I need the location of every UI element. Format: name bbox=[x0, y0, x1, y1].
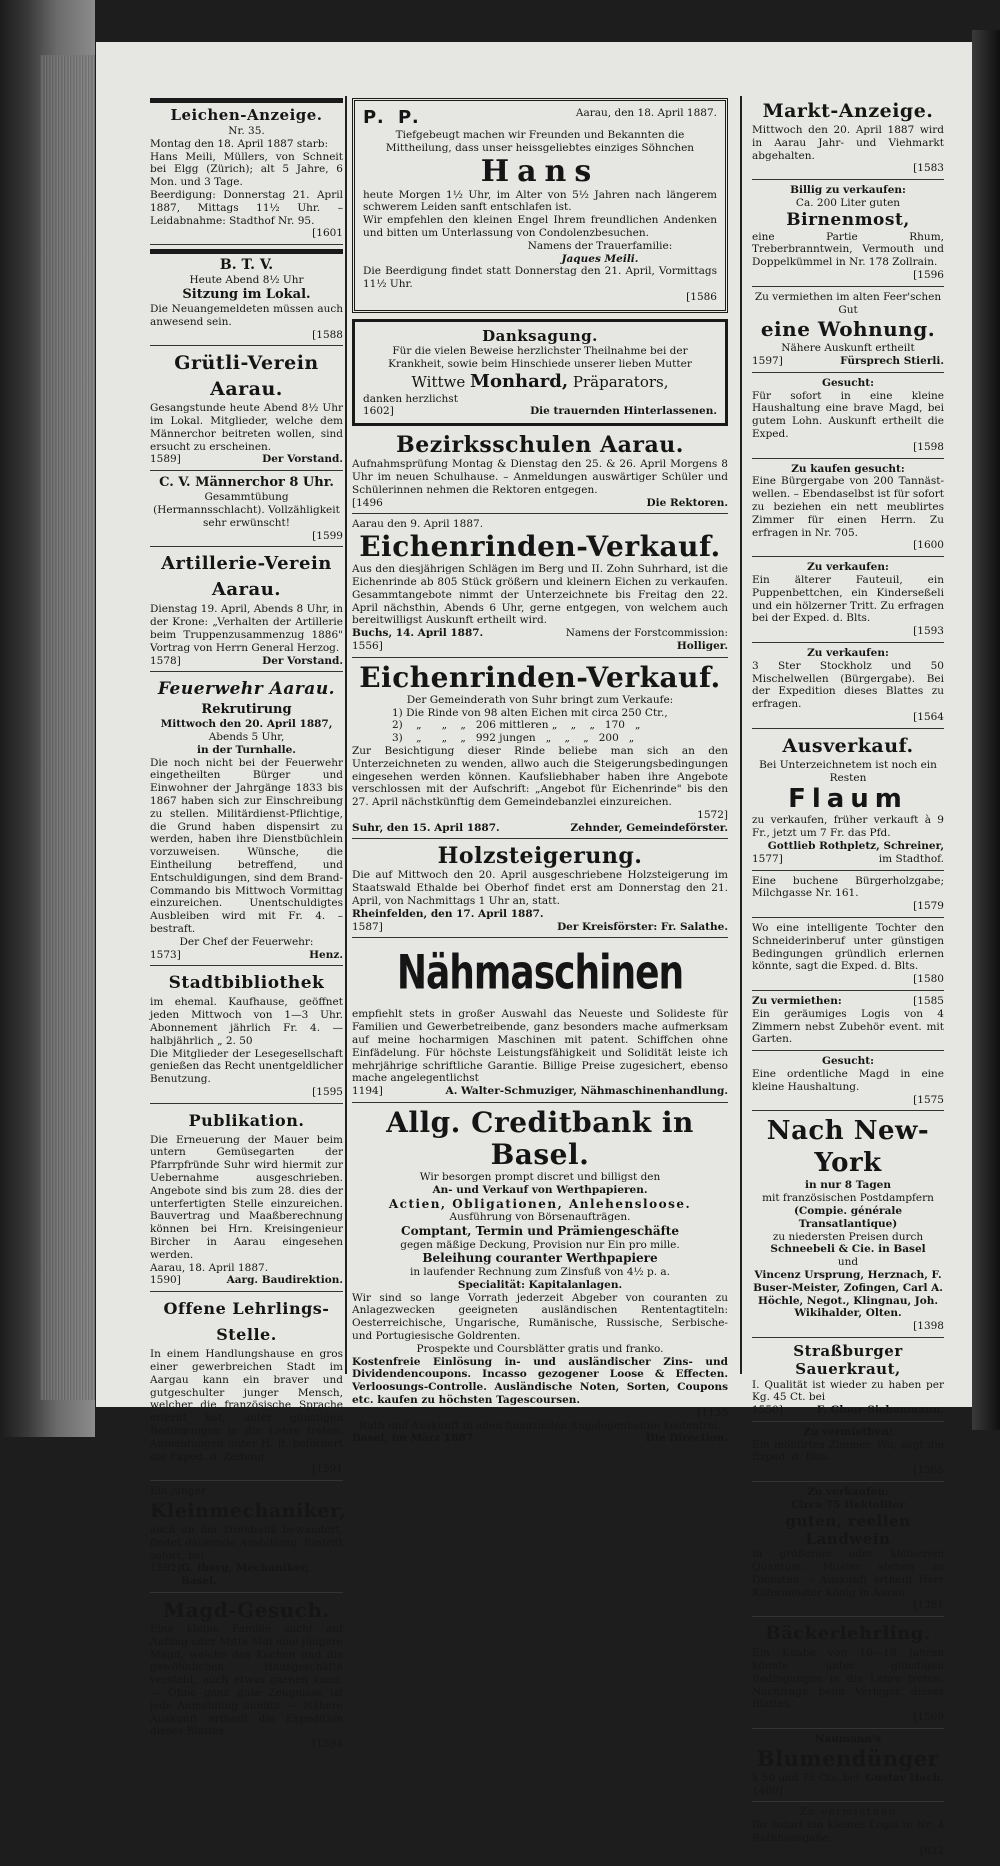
ad-number: [1569 bbox=[913, 1711, 944, 1724]
ad-wohnung bbox=[752, 291, 944, 373]
ad-number: 1550] bbox=[752, 1404, 783, 1417]
ad-signature: G. Iberg, Mechaniker, Basel. bbox=[180, 1562, 309, 1588]
ad-line: in nur 8 Tagen bbox=[805, 1179, 891, 1192]
ad-text: Für die vielen Beweise herzlichster Theilnahme bei der Krankheit, sowie beim Hinschiede unserer lieben Mutter bbox=[388, 345, 692, 370]
ad-number: [1594 bbox=[312, 1738, 343, 1751]
ad-naehmaschinen bbox=[352, 947, 728, 1102]
ad-heading: Zu vermiethen: bbox=[803, 1425, 893, 1438]
ad-number: 1592] bbox=[150, 1562, 181, 1575]
ad-number: [1599 bbox=[312, 529, 343, 542]
ad-todesanzeige bbox=[352, 98, 728, 313]
ad-title: Nähmaschinen bbox=[396, 947, 684, 1001]
ad-birnenmost bbox=[752, 184, 944, 287]
ad-text: Die Erneuerung der Mauer beim untern Gemüsegarten der Pfarrpfründe Suhr wird hiermit zur Uebernahme ausgeschrieben. Angebote sind bis zum 28. dies der unterfertigten Stelle einzureichen. Bauvertrag und Maaßberechnung können bei Hrn. Kreisingenieur Bircher in Aarau eingesehen werden. bbox=[150, 1133, 343, 1261]
ad-publikation bbox=[150, 1108, 343, 1293]
ad-text: Zur Besichtigung dieser Rinde beliebe man sich an den Unterzeichneten zu wenden, allwo auch die Steigerungsbedingungen eingesehen werden können. Kaufsliebhaber haben ihre Angebote verschlossen mit der Aufschrift: „Angebot für Eichenrinde" bis den 27. April nächstkünftig dem Gemeindebanzlei einzureichen. bbox=[352, 744, 728, 809]
ad-date: Mittwoch den 20. April 1887, bbox=[160, 718, 333, 731]
ad-number: [1580 bbox=[913, 973, 944, 986]
ad-number: [1398 bbox=[913, 1320, 944, 1333]
ad-number: [1596 bbox=[913, 268, 944, 281]
ad-number: 1194] bbox=[352, 1085, 383, 1098]
ad-title: Allg. Creditbank in Basel. bbox=[386, 1105, 694, 1171]
ad-number: [1135 bbox=[697, 1406, 728, 1419]
ad-eichenrinden-1 bbox=[352, 518, 728, 657]
ad-text: Nähere Auskunft ertheilt bbox=[781, 342, 915, 355]
ad-text: Eine Bürgergabe von 200 Tannäst-wellen. – Ebendaselbst ist für sofort zu beziehen ein nett meublirtes Zimmer für einen Herrn. Zu erfragen in Nr. 705. bbox=[752, 475, 944, 539]
ad-date: Aarau, den 18. April 1887. bbox=[575, 107, 717, 119]
ad-title: Bäckerlehrling. bbox=[765, 1623, 931, 1645]
ad-title: Artillerie-Verein Aarau. bbox=[161, 553, 332, 601]
ad-signature: Zehnder, Gemeindeförster. bbox=[570, 821, 728, 834]
ad-title: Offene Lehrlings-Stelle. bbox=[163, 1299, 330, 1345]
ad-text: Ca. 200 Liter guten bbox=[795, 196, 901, 209]
ad-signature: Gottlieb Rothpletz, Schreiner, bbox=[767, 840, 944, 852]
ad-gesucht-2 bbox=[752, 1055, 944, 1111]
ad-heading: Zu verkaufen: bbox=[807, 647, 889, 660]
ad-title: Publikation. bbox=[188, 1110, 305, 1130]
ad-heading: Zu verkaufen: bbox=[807, 561, 889, 574]
ad-title: Eichenrinden-Verkauf. bbox=[359, 660, 721, 694]
ad-place: im Stadthof. bbox=[878, 852, 944, 865]
ad-line: in laufender Rechnung zum Zinsfuß von 4½ p. a. bbox=[409, 1266, 671, 1279]
ad-title: eine Wohnung. bbox=[760, 317, 936, 342]
ad-text: 3 Ster Stockholz und 50 Mischelwellen (Bürgergabe). Bei der Expedition dieses Blattes zu erfragen. bbox=[752, 659, 944, 711]
ad-place: in der Turnhalle. bbox=[197, 743, 296, 756]
ad-number: [1575 bbox=[913, 1093, 944, 1106]
ad-text: Dienstag 19. April, Abends 8 Uhr, in der Krone: „Verhalten der Artillerie beim Truppenzusammenzug 1886" Vortrag von Herrn General Herzog. bbox=[150, 603, 343, 654]
ad-number: [1598 bbox=[913, 440, 944, 453]
ad-number: [1583 bbox=[913, 162, 944, 175]
ad-signature: Die Direction. bbox=[645, 1432, 728, 1445]
ad-text: Heute Abend 8½ Uhr bbox=[189, 274, 304, 287]
ad-text: eine Partie Rhum, Treberbranntwein, Vermouth und Doppelkümmel in Nr. 178 Zollrain. bbox=[752, 230, 944, 269]
ad-heading: Zu vermiethen: bbox=[752, 994, 842, 1007]
ad-stadtbibliothek bbox=[150, 970, 343, 1103]
ad-signature: Holliger. bbox=[676, 639, 728, 652]
ad-number: [1600 bbox=[913, 539, 944, 552]
ad-signature: Fürsprech Stierli. bbox=[840, 355, 944, 368]
ad-signature: Der Vorstand. bbox=[262, 453, 343, 466]
ad-line: gegen mäßige Deckung, Provision nur Ein pro mille. bbox=[400, 1238, 680, 1251]
ad-date: Aarau, 18. April 1887. bbox=[150, 1261, 269, 1274]
ad-title: Grütli-Verein Aarau. bbox=[174, 352, 319, 401]
ad-heading: Zu verkaufen: bbox=[807, 1486, 889, 1499]
ad-number: [1585 bbox=[913, 994, 944, 1007]
ad-text: Für sofort in eine kleine Haushaltung eine brave Magd, bei gutem Lohn. Auskunft ertheilt die Exped. bbox=[752, 389, 944, 441]
ad-text: Wo eine intelligente Tochter den Schneiderinberuf unter günstigen Bedingungen gründlich erlernen könnte, sagt die Exped. d. Blts. bbox=[752, 921, 944, 973]
ad-nr: Nr. 35. bbox=[228, 125, 265, 137]
ad-signature: Die Rektoren. bbox=[646, 496, 728, 509]
ad-line: zu niedersten Preisen durch bbox=[772, 1230, 924, 1243]
ad-title: Ausverkauf. bbox=[782, 734, 914, 757]
ad-heading: Rekrutirung bbox=[201, 702, 292, 718]
ad-line: Prospekte und Coursblätter gratis und franko. bbox=[416, 1342, 664, 1355]
ad-leichen bbox=[150, 106, 343, 245]
ad-text: Ein Knabe von 16—18 Jahren könnte unter günstigen Bedingungen in die Lehre treten. Nachfrage beim Verleger dieses Blattes. bbox=[752, 1647, 944, 1711]
ad-zu-kaufen bbox=[752, 463, 944, 558]
ad-number: [1381 bbox=[913, 1599, 944, 1612]
ad-text: Aufnahmsprüfung Montag & Dienstag den 25. & 26. April Morgens 8 Uhr im neuen Schulhause. – Anmeldungen auswärtiger Schüler und Schülerinnen nehmen die Rektoren entgegen. bbox=[352, 458, 728, 496]
page-edge-shadow bbox=[972, 30, 1000, 1430]
ad-title: Nach New-York bbox=[766, 1116, 930, 1179]
ad-number: 1602] bbox=[363, 405, 394, 418]
ad-title: Stadtbibliothek bbox=[168, 973, 325, 994]
ad-heading: Zu kaufen gesucht: bbox=[791, 462, 905, 475]
ad-number: [832 bbox=[919, 1844, 944, 1857]
ad-text: Bei Unterzeichnetem ist noch ein Resten bbox=[759, 758, 937, 784]
ad-number: [1586 bbox=[686, 290, 717, 303]
ad-number: [1591 bbox=[312, 1463, 343, 1476]
ad-signature: A. Walter-Schmuziger, Nähmaschinenhandlung. bbox=[445, 1085, 728, 1098]
ad-number: 1409] bbox=[752, 1784, 783, 1797]
ad-text: Circa 75 Hektoliter bbox=[791, 1498, 905, 1511]
ad-text: Der Gemeinderath von Suhr bringt zum Verkaufe: bbox=[406, 693, 674, 706]
book-binding bbox=[0, 0, 95, 1437]
ad-text: Eine kleine Familie sucht auf Anfang oder Mitte Mai eine jüngere Magd, welche das Kochen und die gewöhnlichen Hausgeschäfte versteht, auch etwas garnen kann. — Ohne ganz gute Zeugnisse ist jede Anmeldung unnütz. — Nähere Auskunft ertheilt die Expedition dieses Blattes. bbox=[150, 1623, 343, 1738]
ad-line: An- und Verkauf von Werthpapieren. bbox=[432, 1183, 648, 1196]
ad-line: Comptant, Termin und Prämiengeschäfte bbox=[401, 1223, 679, 1238]
ad-signature: Aarg. Baudirektion. bbox=[226, 1274, 343, 1287]
ad-list-item: 2) „ „ „ 206 mittleren „ „ „ 170 „ bbox=[392, 719, 641, 732]
separator-bar bbox=[150, 249, 343, 254]
ad-danksagung bbox=[352, 319, 728, 426]
ad-text: im ehemal. Kaufhause, geöffnet jeden Mittwoch von 1—3 Uhr. Abonnement jährlich Fr. 4. — halbjährlich „ 2. 50 bbox=[150, 996, 343, 1047]
ad-text: für sofort ein kleines Logis in Nr. 4 Rathhausgaße. bbox=[752, 1819, 944, 1845]
ad-title: B. T. V. bbox=[219, 257, 274, 274]
ad-text: heute Morgen 1½ Uhr, im Alter von 5½ Jahren nach längerem schwerem Leiden sanft entschlafen ist. bbox=[363, 188, 717, 214]
ad-markt bbox=[752, 98, 944, 180]
ad-verkaufen-2 bbox=[752, 647, 944, 729]
ad-text: Vincenz Ursprung, Herznach, F. Buser-Meister, Zofingen, Carl A. Höchle, Negot., Klingnau, Joh. Wikihalder, Olten. bbox=[753, 1268, 943, 1320]
ad-name: Hans bbox=[480, 153, 600, 189]
ad-number: 1597] bbox=[752, 355, 783, 368]
ad-number: 1573] bbox=[150, 948, 181, 961]
ad-role: Der Chef der Feuerwehr: bbox=[179, 935, 314, 948]
ad-artillerie bbox=[150, 551, 343, 672]
ad-line: Schneebeli & Cie. in Basel bbox=[770, 1243, 926, 1256]
ad-title: guten, reellen Landwein bbox=[785, 1511, 911, 1548]
ad-place: Suhr, den 15. April 1887. bbox=[352, 821, 500, 834]
right-column bbox=[752, 98, 944, 1866]
ad-title: Kleinmechaniker, bbox=[150, 1500, 347, 1523]
ad-time: Abends 5 Uhr, bbox=[208, 730, 285, 743]
ad-text: danken herzlichst bbox=[363, 392, 458, 405]
ad-line: Specialität: Kapitalanlagen. bbox=[457, 1278, 623, 1291]
ad-gesucht-1 bbox=[752, 377, 944, 459]
ad-line: mit französischen Postdampfern bbox=[762, 1192, 934, 1205]
ad-text: Mittwoch den 20. April 1887 wird in Aarau Jahr- und Viehmarkt abgehalten. bbox=[752, 124, 944, 162]
ad-bezirksschulen bbox=[352, 432, 728, 514]
ad-heading: Sitzung im Lokal. bbox=[182, 287, 311, 303]
ad-line: Ausführung von Börsenaufträgen. bbox=[449, 1211, 631, 1224]
ad-signature: Die trauernden Hinterlassenen. bbox=[530, 405, 717, 418]
ad-title: Danksagung. bbox=[482, 326, 598, 345]
ad-heading: Billig zu verkaufen: bbox=[790, 184, 906, 197]
ad-verkaufen-1 bbox=[752, 561, 944, 643]
ad-text: I. Qualität ist wieder zu haben per Kg. 45 Ct. bei bbox=[752, 1378, 944, 1404]
column-rule-left bbox=[345, 96, 347, 1374]
ad-title: Markt-Anzeige. bbox=[762, 100, 934, 122]
ad-signature: Jaques Meili. bbox=[561, 252, 639, 265]
ad-signature: Der Kreisförster: Fr. Salathe. bbox=[557, 920, 728, 933]
ad-text: Die Beerdigung findet statt Donnerstag den 21. April, Vormittags 11½ Uhr. bbox=[363, 265, 717, 291]
ad-logis bbox=[752, 995, 944, 1051]
ad-text: empfiehlt stets in großer Auswahl das Neueste und Solideste für Familien und Gewerbetreibende, ganz besonders mache aufmerksam auf meine hocharmigen Maschinen mit patent. Schiffchen ohne Einfädelung. Für höchste Leistungsfähigkeit und Solidität leiste ich mehrjährige schriftliche Garantie. Billige Preise zugesichert, ebenso mache angelegentlichst bbox=[352, 1008, 728, 1085]
ad-text: Eine ordentliche Magd in eine kleine Haushaltung. bbox=[752, 1067, 944, 1093]
ad-text: auch an der Drehbank bewandert, findet dauernde Anstellung, Eintritt sofort, bei bbox=[150, 1524, 343, 1562]
ad-text: Ein möblirtes Zimmer. Wo, sagt die Exped. d. Blts. bbox=[752, 1438, 944, 1464]
ad-line: Actien, Obligationen, Anlehensloose. bbox=[388, 1196, 692, 1211]
ad-text: Ein junger bbox=[150, 1485, 206, 1498]
ad-name: Präparators, bbox=[572, 372, 669, 391]
ad-tochter bbox=[752, 922, 944, 991]
ad-date: Aarau den 9. April 1887. bbox=[352, 518, 484, 531]
ad-highlight: Flaum bbox=[788, 784, 908, 815]
ad-text: Gesammtübung (Hermannsschlacht). Vollzähligkeit sehr erwünscht! bbox=[153, 491, 340, 529]
ad-text: in größerem oder kleinerem Quantum. Muster stehen zu Diensten. – Auskunft ertheilt Herr Küfermeister König in Aarau. bbox=[752, 1548, 944, 1599]
ad-number: [1496 bbox=[352, 496, 383, 509]
ad-text: Tiefgebeugt machen wir Freunden und Bekannten die Mittheilung, dass unser heissgeliebtes einziges Söhnchen bbox=[385, 128, 695, 154]
ad-place: Rheinfelden, den 17. April 1887. bbox=[352, 907, 544, 920]
ad-sauerkraut bbox=[752, 1342, 944, 1422]
ad-title: Straßburger Sauerkraut, bbox=[793, 1341, 903, 1379]
ad-holzsteigerung bbox=[352, 843, 728, 938]
ad-title: Holzsteigerung. bbox=[437, 843, 643, 870]
ad-number: 1578] bbox=[150, 654, 181, 667]
ad-line: (Compie. générale Transatlantique) bbox=[793, 1204, 903, 1230]
ad-name: Wittwe bbox=[411, 372, 466, 391]
ad-signature: F. Gloor-Siebenmann. bbox=[816, 1404, 944, 1417]
ad-text: Kostenfreie Einlösung in- und ausländischer Zins- und Dividendencoupons. Incasso gezogener Loose & Effecten. Verloosungs-Controlle. Ausländische Noten, Sorten, Coupons etc. kaufen zu höchsten Tagescoursen. bbox=[352, 1355, 728, 1406]
middle-column bbox=[352, 98, 728, 1453]
ad-line: Beleihung couranter Werthpapiere bbox=[422, 1251, 658, 1266]
ad-text: Hans Meili, Müllers, von Schneit bei Elgg (Zürich); alt 5 Jahre, 6 Mon. und 3 Tage. bbox=[150, 150, 343, 189]
ad-lehrling bbox=[150, 1296, 343, 1481]
ad-text: zu verkaufen, früher verkauft à 9 Fr., jetzt um 7 Fr. das Pfd. bbox=[752, 814, 944, 840]
ad-number: [1595 bbox=[312, 1085, 343, 1098]
ad-number: 1590] bbox=[150, 1274, 181, 1287]
ad-number: [1565 bbox=[913, 1464, 944, 1477]
ad-btv bbox=[150, 257, 343, 346]
ad-title: Bezirksschulen Aarau. bbox=[396, 432, 684, 459]
ad-zimmer bbox=[752, 1426, 944, 1482]
ad-number: 1577] bbox=[752, 852, 783, 865]
ad-text: Die Neuangemeldeten müssen auch anwesend sein. bbox=[150, 302, 343, 328]
ad-signature: Gustav Hoch. bbox=[865, 1771, 944, 1784]
top-bar bbox=[150, 98, 343, 103]
ad-text: Ein geräumiges Logis von 4 Zimmern nebst Zubehör event. mit Garten. bbox=[752, 1007, 944, 1046]
ad-line: Wir besorgen prompt discret und billigst den bbox=[419, 1170, 661, 1183]
ad-text: Gesangstunde heute Abend 8½ Uhr im Lokal. Mitglieder, welche dem Männerchor beitreten wollen, sind ersucht zu erscheinen. bbox=[150, 402, 343, 453]
ad-place: Buchs, 14. April 1887. bbox=[352, 627, 484, 640]
ad-new-york bbox=[752, 1115, 944, 1338]
left-column bbox=[150, 98, 347, 1759]
ad-number: 1572] bbox=[697, 808, 728, 821]
ad-kleinmechaniker bbox=[150, 1485, 347, 1593]
ad-text: Wir sind so lange Vorrath jederzeit Abgeber von couranten zu Anlagezwecken geeigneten ausländischen Rententagtiteln: Oesterreichische, Ungarische, Rumänische, Russische, Serbische- und Portugiesische Goldrenten. bbox=[352, 1291, 728, 1342]
ad-title: Birnenmost, bbox=[786, 209, 910, 230]
ad-number: [1601 bbox=[312, 227, 343, 240]
ad-pp: P. P. bbox=[363, 107, 423, 128]
ad-list-item: 1) Die Rinde von 98 alten Eichen mit circa 250 Ctr., bbox=[392, 706, 668, 719]
ad-heading: Gesucht: bbox=[822, 376, 874, 389]
ad-title: Blumendünger bbox=[756, 1745, 940, 1771]
ad-title: Feuerwehr Aarau. bbox=[157, 679, 336, 700]
ad-ausverkauf bbox=[752, 733, 944, 871]
ad-text: à 50 und 75 Cts. bei bbox=[752, 1771, 860, 1784]
ad-gruetli bbox=[150, 350, 343, 471]
ad-title: Leichen-Anzeige. bbox=[170, 106, 323, 124]
ad-cv bbox=[150, 475, 343, 547]
ad-text: Aus den diesjährigen Schlägen im Berg und II. Zohn Suhrhard, ist die Eichenrinde ab 805 Stück größern und kleinern Eichen zu verkaufen. Gesammtangebote nimmt der Unterzeichnete bis Freitag den 22. April nächsthin, Abends 6 Uhr, gerne entgegen, von welchem auch bereitwilligst Auskunft ertheilt wird. bbox=[352, 563, 728, 627]
ad-name: Monhard, bbox=[470, 370, 569, 392]
ad-heading: Zu vermiethen im alten Feer'schen Gut bbox=[754, 290, 942, 316]
ad-heading: Zu vermiethen bbox=[799, 1806, 897, 1819]
ad-title: C. V. Männerchor 8 Uhr. bbox=[159, 475, 334, 491]
ad-role: Namens der Trauerfamilie: bbox=[527, 239, 673, 252]
ad-text: Beerdigung: Donnerstag 21. April 1887, Mittags 11½ Uhr. – Leidabnahme: Stadthof Nr. 95. bbox=[150, 188, 343, 227]
ad-feuerwehr bbox=[150, 676, 343, 966]
ad-number: 1589] bbox=[150, 453, 181, 466]
ad-number: 1587] bbox=[352, 920, 383, 933]
ad-text: In einem Handlungshause en gros einer gewerbreichen Stadt im Aargau kann ein braver und gutgeschulter junger Mensch, welcher die französische Sprache erlernt hat, unter günstigen Bedingungen in die Lehre treten. Anmeldungen unter H. B. befördert die Exped. d. Zeitung. bbox=[150, 1348, 343, 1463]
ad-signature: Henz. bbox=[309, 948, 343, 961]
ad-text: Naumann's bbox=[814, 1733, 882, 1746]
ad-text: Montag den 18. April 1887 starb: bbox=[150, 137, 329, 150]
column-rule-right bbox=[740, 96, 742, 1374]
ad-text: Wir empfehlen den kleinen Engel Ihrem freundlichen Andenken und bitten um Unterlassung von Condolenzbesuchen. bbox=[363, 214, 717, 239]
ad-role: Namens der Forstcommission: bbox=[565, 627, 728, 640]
ad-baecker bbox=[752, 1621, 944, 1729]
ad-landwein bbox=[752, 1486, 944, 1617]
ad-number: [1564 bbox=[913, 711, 944, 724]
ad-list-item: 3) „ „ „ 992 jungen „ „ „ 200 „ bbox=[392, 732, 635, 745]
ad-text: Die auf Mittwoch den 20. April ausgeschriebene Holzsteigerung im Staatswald Ethalde bei Oberhof findet erst am Donnerstag den 21. April, von Nachmittags 1 Uhr an, statt. bbox=[352, 869, 728, 908]
ad-place: Basel, im März 1887. bbox=[352, 1432, 477, 1445]
ad-blumenduenger bbox=[752, 1733, 944, 1802]
ad-text: Die Mitglieder der Lesegesellschaft genießen das Recht unentgeldlicher Benutzung. bbox=[150, 1047, 343, 1086]
ad-number: [1593 bbox=[913, 625, 944, 638]
ad-buergerholz bbox=[752, 875, 944, 918]
ad-kleines-logis bbox=[752, 1806, 944, 1861]
ad-text: Eine buchene Bürgerholzgabe; Milchgasse Nr. 161. bbox=[752, 874, 944, 900]
ad-number: 1556] bbox=[352, 639, 383, 652]
ad-text: Ein älterer Fauteuil, ein Puppenbettchen, ein Kinderseßeli und ein hölzerner Tritt. Zu erfragen bei der Exped. d. Blts. bbox=[752, 574, 944, 625]
ad-text: Rath und Auskunft in allen finanziellen Angelegenheiten kostenfrei. bbox=[359, 1419, 721, 1432]
ad-creditbank bbox=[352, 1107, 728, 1449]
ad-heading: Gesucht: bbox=[822, 1055, 874, 1068]
ad-title: Eichenrinden-Verkauf. bbox=[359, 530, 721, 564]
ad-number: [1588 bbox=[312, 328, 343, 341]
ad-signature: Der Vorstand. bbox=[262, 654, 343, 667]
ad-text: Die noch nicht bei der Feuerwehr eingetheilten Bürger und Einwohner der Jahrgänge 1833 bis 1867 haben sich zur Einschreibung zu stellen. Militärdienst-Pflichtige, die Grund haben dispensirt zu werden, haben ihre Dienstbüchlein vorzuweisen. Wünsche, die Eintheilung betreffend, und Entschuldigungen, sind dem Brand-Commando bis Mittwoch Vormittag einzureichen. Unentschuldigtes Ausbleiben wird mit Fr. 4. – bestraft. bbox=[150, 756, 343, 935]
ad-eichenrinden-2 bbox=[352, 662, 728, 840]
ad-number: [1579 bbox=[913, 900, 944, 913]
ad-title: Magd-Gesuch. bbox=[163, 1598, 330, 1622]
ad-line: und bbox=[837, 1256, 859, 1269]
ad-magd bbox=[150, 1597, 343, 1755]
